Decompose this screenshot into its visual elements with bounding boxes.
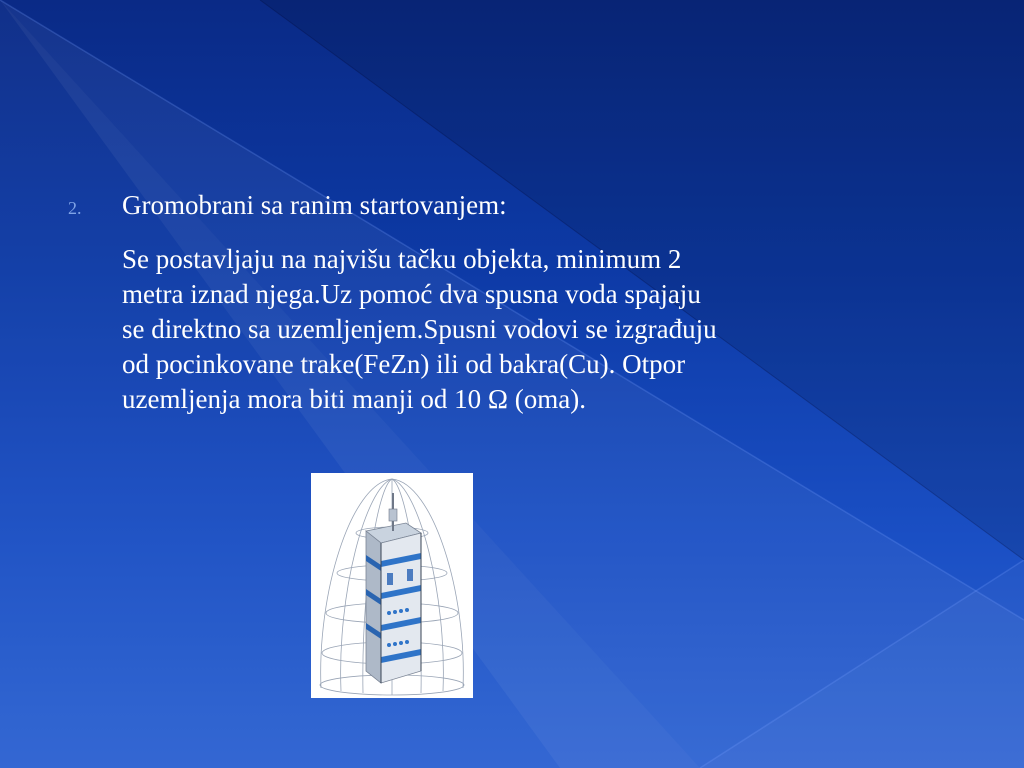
list-marker: 2.	[68, 198, 82, 218]
slide-heading: Gromobrani sa ranim startovanjem:	[122, 190, 507, 220]
slide-paragraph: Se postavljaju na najvišu tačku objekta, minimum 2 metra iznad njega.Uz pomoć dva spusna voda spajaju se direktno sa uzemljenjem.Spusni vodovi se izgrađuju od pocinkovane trake(FeZn) ili od bakra(Cu). Otpor uzemljenja mora biti manji od 10 Ω (oma).	[122, 244, 717, 414]
lightning-rod-building-icon	[311, 473, 473, 698]
